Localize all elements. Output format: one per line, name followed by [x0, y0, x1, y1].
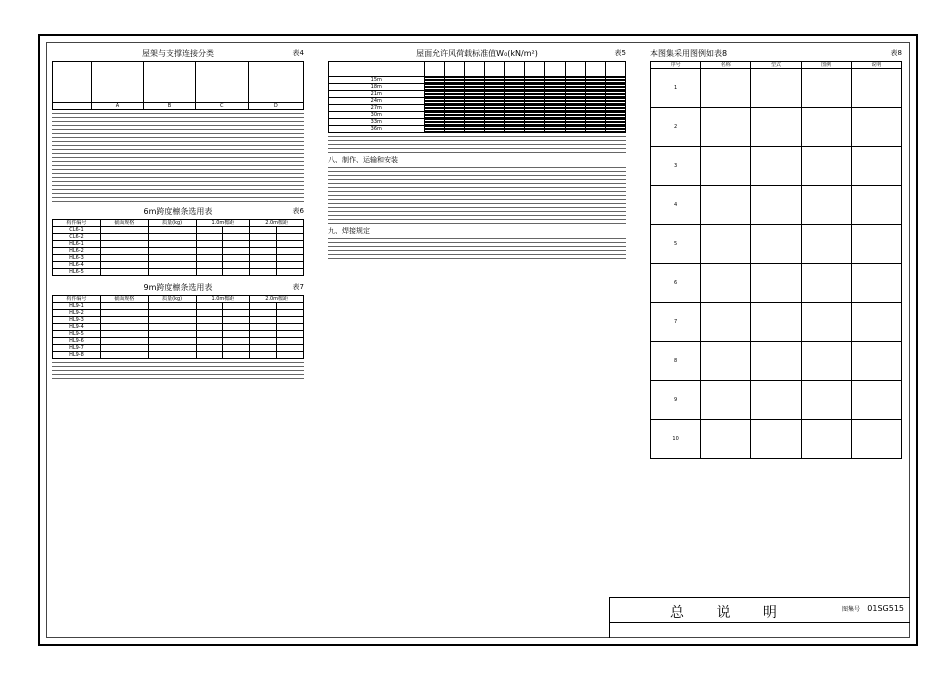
table6-row-cell [277, 234, 304, 241]
table5-cell [605, 131, 625, 132]
table8-row-cell [751, 69, 801, 108]
table7-row-cell [196, 324, 223, 331]
table7-row-cell [100, 345, 148, 352]
table8-row-cell [751, 420, 801, 459]
table6: 构件编号 截面规格 质量(kg) 1.0m檩距 2.0m檩距 CL6-1 CL6-2 HL6-1 HL6-2 HL6-3 HL6-4 HL6-5 [52, 219, 304, 276]
table7-row-cell [277, 338, 304, 345]
table7-row-cell [250, 352, 277, 359]
table6-row [53, 262, 304, 269]
table7-row-cell [250, 324, 277, 331]
table8-row-cell [701, 381, 751, 420]
table8-row [651, 342, 902, 381]
table8-row-cell [801, 108, 851, 147]
drawing-number: 01SG515 [867, 604, 904, 613]
table6-row-cell [250, 262, 277, 269]
table5-cell [545, 131, 565, 132]
table7-row-cell [148, 317, 196, 324]
table6-row-cell [100, 255, 148, 262]
table5-cell [525, 131, 545, 132]
table7-row-cell [277, 317, 304, 324]
table5-cell [565, 131, 585, 132]
table8-row-cell [801, 381, 851, 420]
notes-block-3 [328, 136, 626, 259]
table6-row-cell [223, 234, 250, 241]
table5-span-cell: 24m [329, 98, 425, 105]
table6-title: 6m跨度檩条选用表 表6 [143, 207, 304, 216]
table6-row-cell [148, 262, 196, 269]
title-block [609, 597, 910, 638]
table7-row-cell [196, 310, 223, 317]
table6-row-cell [250, 227, 277, 234]
table6-row-cell: HL6-3 [53, 255, 101, 262]
table7-row-cell [277, 324, 304, 331]
table8-row-cell [851, 381, 901, 420]
table8-row [651, 420, 902, 459]
table8-row-cell [701, 147, 751, 186]
table6-row-cell: HL6-5 [53, 269, 101, 276]
table8-row-cell [751, 264, 801, 303]
table8-row-cell [701, 69, 751, 108]
table7-row-cell [148, 331, 196, 338]
table8-row-cell [801, 264, 851, 303]
table7-row-cell [250, 338, 277, 345]
table6-row-cell [277, 241, 304, 248]
table6-row-cell [100, 227, 148, 234]
table7-row-cell [100, 310, 148, 317]
table6-row-cell: HL6-1 [53, 241, 101, 248]
table6-row-cell [223, 262, 250, 269]
table7-row-cell: HL9-6 [53, 338, 101, 345]
table7-row-cell [223, 317, 250, 324]
table8-row-cell: 10 [651, 420, 701, 459]
table7-row-cell [223, 310, 250, 317]
table7-row [53, 352, 304, 359]
column-right [650, 46, 902, 596]
table6-row-cell [196, 269, 223, 276]
table8-row-cell: 9 [651, 381, 701, 420]
table6-row-cell [148, 227, 196, 234]
table8-row-cell [701, 108, 751, 147]
table7-row-cell [196, 352, 223, 359]
table7-row-cell [148, 324, 196, 331]
table7-row-cell [100, 331, 148, 338]
table7-row-cell [277, 310, 304, 317]
table7-row-cell: HL9-3 [53, 317, 101, 324]
table6-row [53, 241, 304, 248]
table6-row-cell [196, 234, 223, 241]
table6-row-cell: HL6-2 [53, 248, 101, 255]
table6-body [53, 227, 304, 276]
table8-row [651, 303, 902, 342]
table6-row-cell [250, 241, 277, 248]
table6-row [53, 248, 304, 255]
notes-block-1 [52, 113, 304, 202]
table8-row-cell [751, 147, 801, 186]
table8-row-cell: 2 [651, 108, 701, 147]
table7-row-cell [196, 338, 223, 345]
table7-row [53, 345, 304, 352]
table7-row-cell [250, 303, 277, 310]
table8-row-cell: 6 [651, 264, 701, 303]
table6-row-cell: CL6-1 [53, 227, 101, 234]
table7-row-cell [148, 345, 196, 352]
table7-row-cell [100, 317, 148, 324]
table8-row-cell [751, 108, 801, 147]
table7-row-cell [148, 338, 196, 345]
table8-row [651, 108, 902, 147]
table6-row-cell [277, 262, 304, 269]
table8-row-cell [701, 420, 751, 459]
table7-row-cell: HL9-5 [53, 331, 101, 338]
table7-row-cell [196, 331, 223, 338]
table6-row [53, 269, 304, 276]
table5-cell [424, 131, 444, 132]
table6-row-cell: CL6-2 [53, 234, 101, 241]
table6-row-cell [223, 269, 250, 276]
table8-body [651, 69, 902, 459]
table8-row-cell [851, 186, 901, 225]
table7-row-cell [100, 303, 148, 310]
table5-title: 屋面允许风荷载标准值W₀(kN/m²) 表5 [416, 49, 626, 58]
table8-row-cell [751, 381, 801, 420]
table5-cell [444, 131, 464, 132]
table6-row-cell [250, 269, 277, 276]
table8-row [651, 186, 902, 225]
table7-row-cell: HL9-2 [53, 310, 101, 317]
table5-cell [505, 131, 525, 132]
table8-row-cell [701, 342, 751, 381]
table6-row [53, 234, 304, 241]
column-left [52, 46, 304, 596]
table5-span-cell: 21m [329, 91, 425, 98]
table6-row-cell [277, 255, 304, 262]
table6-row-cell [100, 262, 148, 269]
table7-row-cell [148, 352, 196, 359]
table6-row-cell [100, 269, 148, 276]
table6-row-cell [196, 255, 223, 262]
table5 [328, 61, 626, 133]
table7-row-cell [277, 352, 304, 359]
drawing-no-label: 图集号 [841, 606, 860, 613]
table6-row-cell [196, 248, 223, 255]
table7-row [53, 303, 304, 310]
table7-row-cell [148, 303, 196, 310]
table8-row-cell [801, 342, 851, 381]
table8-row [651, 264, 902, 303]
table8-row-cell [801, 186, 851, 225]
table7-row-cell [100, 324, 148, 331]
table5-span-cell: 30m [329, 112, 425, 119]
table8-row [651, 225, 902, 264]
table7-row [53, 331, 304, 338]
table6-row-cell [277, 227, 304, 234]
table6-row-cell [223, 241, 250, 248]
table8-row-cell [851, 420, 901, 459]
table5-span-cell: 18m [329, 84, 425, 91]
table6-row-cell [196, 227, 223, 234]
table7-row-cell [196, 303, 223, 310]
table6-row-cell [250, 234, 277, 241]
table8-row-cell [851, 342, 901, 381]
drawing-sheet [38, 34, 918, 646]
table8-row-cell [801, 147, 851, 186]
table8-row-cell [701, 303, 751, 342]
sheet-title: 总 说 明 [670, 605, 791, 621]
table6-row-cell [148, 269, 196, 276]
table6-row-cell [223, 255, 250, 262]
table8-row-cell [751, 342, 801, 381]
table6-row-cell [148, 248, 196, 255]
table7-row-cell [277, 345, 304, 352]
table4-title: 屋架与支撑连接分类 表4 [142, 49, 304, 58]
table5-span-cell: 27m [329, 105, 425, 112]
table8-row-cell: 5 [651, 225, 701, 264]
table7-row-cell [223, 331, 250, 338]
table7-row-cell [148, 310, 196, 317]
table8-row-cell [801, 225, 851, 264]
table8: 序号 名称 型式 图例 说明 1 2 3 4 5 6 7 8 9 10 [650, 61, 902, 459]
table8-row-cell: 3 [651, 147, 701, 186]
table6-row-cell [100, 234, 148, 241]
table5-span-cell: 33m [329, 119, 425, 126]
table7-row-cell [250, 331, 277, 338]
table5-span-cell: 36m [329, 126, 425, 133]
table8-row-cell [751, 186, 801, 225]
table6-row [53, 255, 304, 262]
notes-block-2 [52, 362, 304, 379]
table7-row-cell [277, 331, 304, 338]
table5-cell [585, 131, 605, 132]
table7-row-cell [223, 352, 250, 359]
column-middle [328, 46, 626, 596]
table8-row-cell [851, 108, 901, 147]
table6-row-cell [277, 248, 304, 255]
table6-row-cell [148, 241, 196, 248]
table7-row-cell: HL9-4 [53, 324, 101, 331]
table8-row-cell: 4 [651, 186, 701, 225]
table6-row-cell [223, 227, 250, 234]
table6-row-cell [250, 255, 277, 262]
table7-row [53, 317, 304, 324]
table7-row-cell: HL9-8 [53, 352, 101, 359]
table8-row [651, 381, 902, 420]
table7-row-cell [250, 317, 277, 324]
table7-row-cell [223, 303, 250, 310]
table7-row [53, 324, 304, 331]
section-8-title: 八、制作、运输和安装 [328, 156, 398, 164]
table8-row-cell [701, 264, 751, 303]
table6-row-cell [250, 248, 277, 255]
table6-row-cell [223, 248, 250, 255]
table7-row-cell [100, 338, 148, 345]
table8-row-cell [701, 225, 751, 264]
table8-row-cell [851, 264, 901, 303]
table7-row-cell [196, 317, 223, 324]
table8-row-cell [801, 420, 851, 459]
table7-row-cell [277, 303, 304, 310]
table6-row [53, 227, 304, 234]
table5-body [329, 77, 626, 133]
table7-row-cell [250, 345, 277, 352]
table7-row-cell [196, 345, 223, 352]
table7-row-cell [250, 310, 277, 317]
table8-row-cell: 8 [651, 342, 701, 381]
table8-title: 本图集采用图例如表8 表8 [650, 49, 902, 58]
table7-row [53, 338, 304, 345]
table8-row-cell: 7 [651, 303, 701, 342]
table8-row-cell [751, 225, 801, 264]
table6-row-cell [100, 248, 148, 255]
table6-row-cell: HL6-4 [53, 262, 101, 269]
table7-row-cell: HL9-7 [53, 345, 101, 352]
table7-body [53, 303, 304, 359]
table4: A B C D [52, 61, 304, 110]
table6-row-cell [148, 234, 196, 241]
table5-span-cell: 15m [329, 77, 425, 84]
table8-row-cell [851, 303, 901, 342]
table7: 构件编号 截面规格 质量(kg) 1.0m檩距 2.0m檩距 HL9-1 HL9-2 HL9-3 HL9-4 HL9-5 HL9-6 HL9-7 HL9-8 [52, 295, 304, 359]
table6-row-cell [277, 269, 304, 276]
table7-row [53, 310, 304, 317]
table8-row-cell: 1 [651, 69, 701, 108]
table6-row-cell [100, 241, 148, 248]
table7-row-cell: HL9-1 [53, 303, 101, 310]
table8-row-cell [801, 69, 851, 108]
table8-row-cell [751, 303, 801, 342]
table7-row-cell [223, 338, 250, 345]
table8-row [651, 69, 902, 108]
table6-row-cell [196, 241, 223, 248]
table8-row-cell [701, 186, 751, 225]
table6-row-cell [196, 262, 223, 269]
table8-row-cell [801, 303, 851, 342]
table7-row-cell [223, 345, 250, 352]
title-block-signature-row [610, 622, 910, 639]
table5-cell [464, 131, 484, 132]
table7-row-cell [223, 324, 250, 331]
table8-row-cell [851, 69, 901, 108]
table7-row-cell [100, 352, 148, 359]
table5-cell [484, 131, 504, 132]
table8-row [651, 147, 902, 186]
table8-row-cell [851, 225, 901, 264]
section-9-title: 九、焊接规定 [328, 227, 370, 236]
table7-title: 9m跨度檩条选用表 表7 [143, 283, 304, 292]
table6-row-cell [148, 255, 196, 262]
table8-row-cell [851, 147, 901, 186]
